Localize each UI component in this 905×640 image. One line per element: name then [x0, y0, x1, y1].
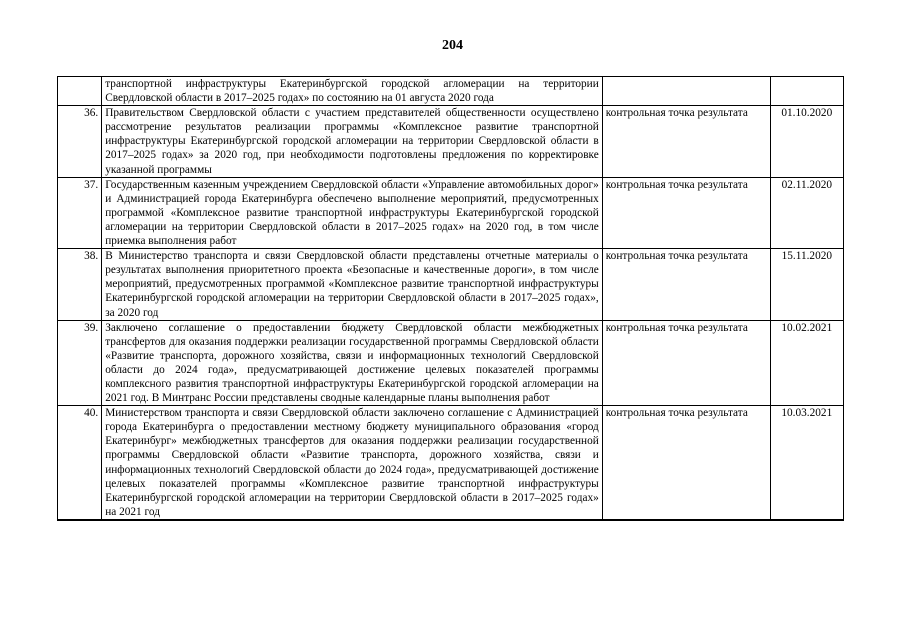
row-description-text: Заключено соглашение о предоставлении бюджету Свердловской области межбюджетных трансфертов для оказания поддержки реализации государственной программы Свердловской области «Развитие транспорта, дорожного хозяйства, связи и информационных технологий Свердловской области до 2024 года», предусматривающей достижение целевых показателей программы комплексного развития транспортной инфраструктуры Екатеринбургской городской агломерации на 2021 год. В Минтранс России представлены сводные календарные планы выполнения работ — [105, 321, 599, 405]
row-number: 37. — [58, 177, 102, 248]
row-number: 36. — [58, 106, 102, 177]
row-type — [602, 519, 770, 520]
row-description — [102, 320, 603, 406]
row-description — [102, 177, 603, 248]
table-row — [58, 177, 844, 248]
table-row — [58, 249, 844, 320]
row-description-text: транспортной инфраструктуры Екатеринбургской городской агломерации на территории Свердловской области в 2017–2025 годах» по состоянию на 01 августа 2020 года — [105, 78, 599, 105]
row-description — [102, 77, 603, 106]
row-type: контрольная точка результата — [602, 406, 770, 520]
page-number: 204 — [442, 38, 463, 53]
row-description — [102, 249, 603, 320]
row-description-text: В Министерство транспорта и связи Свердловской области представлены отчетные материалы о результатах выполнения приоритетного проекта «Безопасные и качественные дороги», в том числе мероприятий, предусмотренных программой «Комплексное развитие транспортной инфраструктуры Екатеринбургской городской агломерации на территории Свердловской области в 2017–2025 годах», за 2020 год — [105, 250, 599, 319]
row-date: 02.11.2020 — [770, 177, 843, 248]
table-row — [58, 106, 844, 177]
row-number — [58, 77, 102, 106]
row-date: 10.02.2021 — [770, 320, 843, 406]
row-number — [58, 519, 102, 520]
row-description-text: Государственным казенным учреждением Свердловской области «Управление автомобильных дорог» и Администрацией города Екатеринбурга обеспечено выполнение мероприятий, предусмотренных программой «Комплексное развитие транспортной инфраструктуры Екатеринбургской городской агломерации на территории Свердловской области в 2017–2025 годах» на 2020 год, в том числе приемка выполнения работ — [105, 178, 599, 248]
row-date — [770, 519, 843, 520]
row-number: 39. — [58, 320, 102, 406]
row-description — [102, 106, 603, 177]
row-type: контрольная точка результата — [602, 249, 770, 320]
row-description-text: Министерством транспорта и связи Свердловской области заключено соглашение с Администрацией города Екатеринбурга о предоставлении местному бюджету муниципального образования «город Екатеринбург» межбюджетных трансфертов для оказания поддержки реализации государственной программы Свердловской области «Развитие транспорта, дорожного хозяйства, связи и информационных технологий Свердловской области до 2024 года», предусматривающей достижение целевых показателей программы «Комплексное развитие транспортной инфраструктуры Екатеринбургской городской агломерации на территории Свердловской области в 2017–2025 годах» на 2021 год — [105, 407, 599, 518]
plan-table — [57, 76, 844, 521]
row-number: 40. — [58, 406, 102, 520]
table-row — [58, 406, 844, 520]
row-description — [102, 519, 603, 520]
row-type: контрольная точка результата — [602, 320, 770, 406]
row-number: 38. — [58, 249, 102, 320]
row-description-text: Правительством Свердловской области с участием представителей общественности осуществлено рассмотрение результатов реализации программы «Комплексное развитие транспортной инфраструктуры Екатеринбургской городской агломерации на территории Свердловской области в 2017–2025 годах» за 2020 год, при необходимости подготовлены предложения по корректировке указанной программы — [105, 107, 599, 176]
row-description — [102, 406, 603, 520]
row-type: контрольная точка результата — [602, 177, 770, 248]
row-type — [602, 77, 770, 106]
table-row — [58, 519, 844, 520]
row-type: контрольная точка результата — [602, 106, 770, 177]
row-date — [770, 77, 843, 106]
row-date: 15.11.2020 — [770, 249, 843, 320]
table-row — [58, 320, 844, 406]
row-date: 01.10.2020 — [770, 106, 843, 177]
row-date: 10.03.2021 — [770, 406, 843, 520]
table-row — [58, 77, 844, 106]
